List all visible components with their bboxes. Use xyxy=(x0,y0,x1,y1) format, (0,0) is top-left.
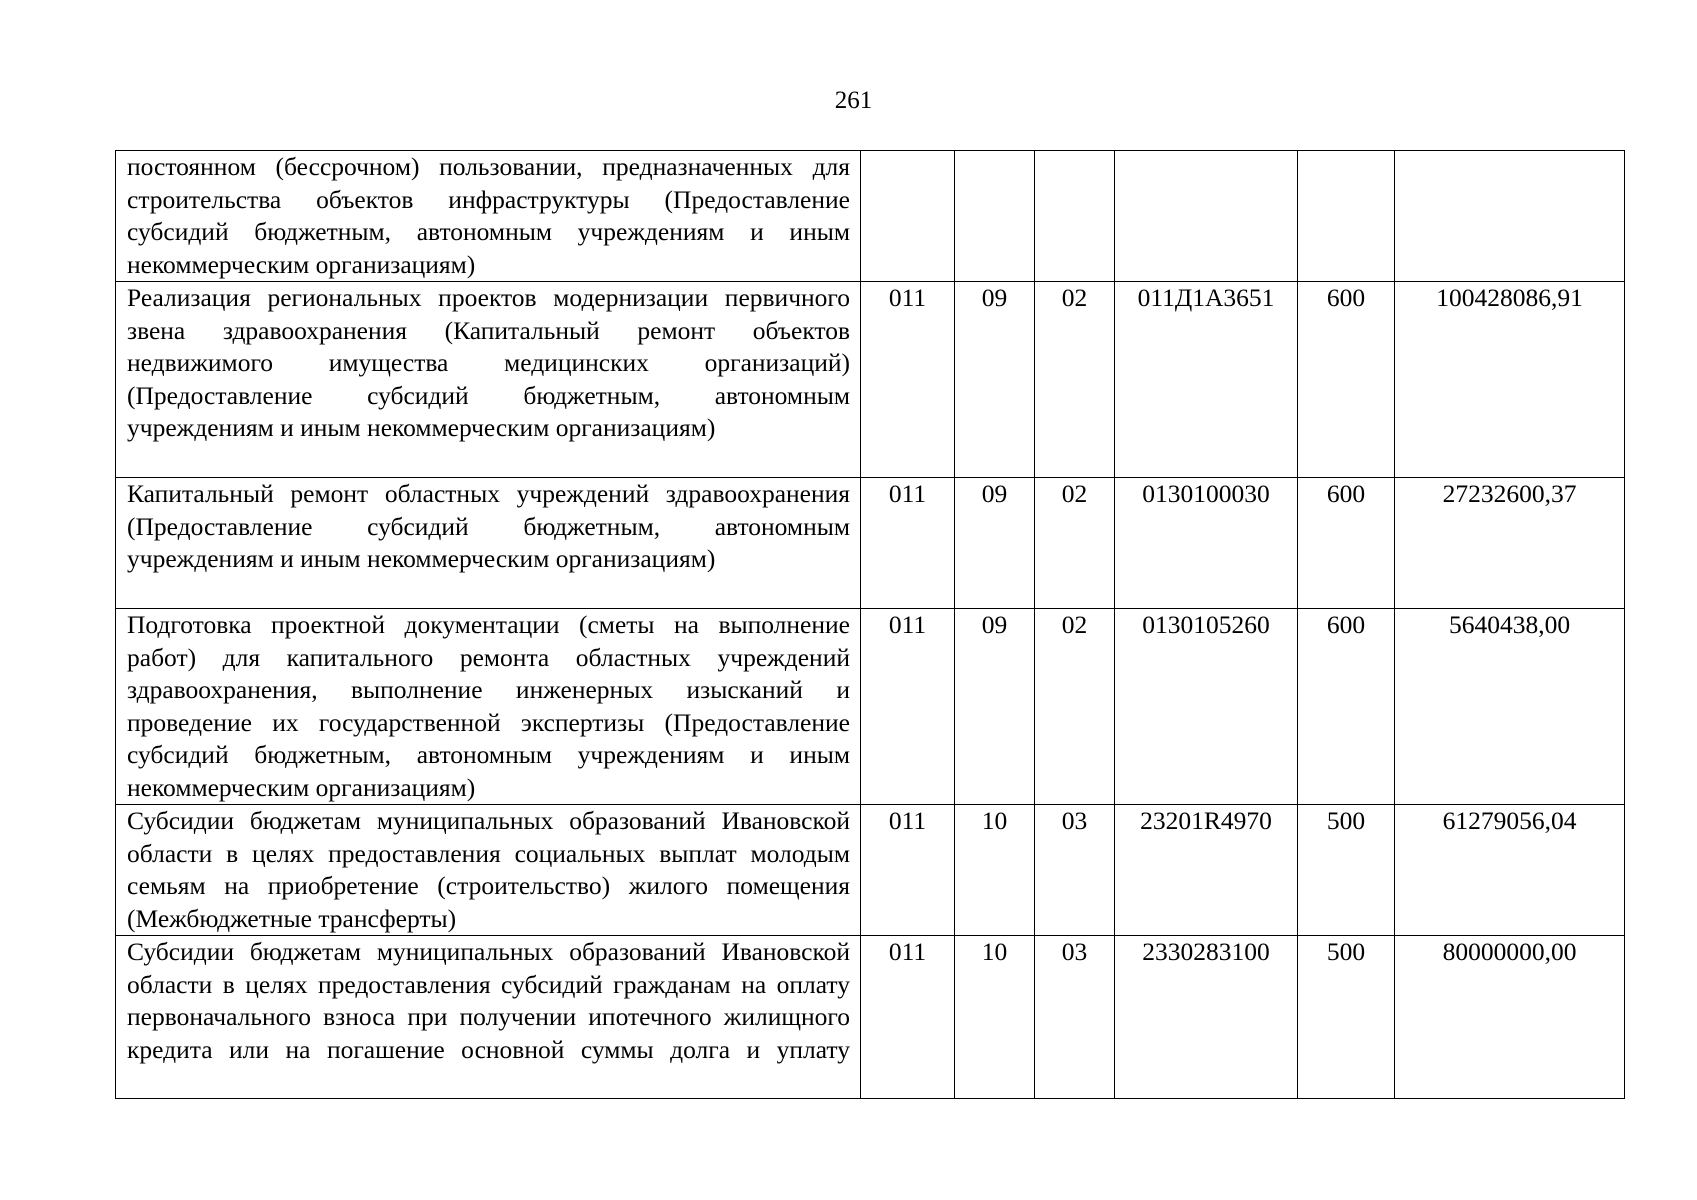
row-expense-type: 500 xyxy=(1298,936,1395,1099)
table-row xyxy=(116,282,1625,478)
table-row xyxy=(116,805,1625,936)
row-amount: 80000000,00 xyxy=(1395,936,1625,1099)
row-amount: 100428086,91 xyxy=(1395,282,1625,478)
row-amount: 27232600,37 xyxy=(1395,478,1625,609)
table-row xyxy=(116,936,1625,1099)
row-target-article: 0130105260 xyxy=(1115,609,1298,805)
row-ministry-code: 011 xyxy=(861,478,955,609)
row-target-article: 011Д1А3651 xyxy=(1115,282,1298,478)
row-expense-type: 600 xyxy=(1298,478,1395,609)
row-description: Капитальный ремонт областных учреждений здравоохранения (Предоставление субсидий бюджетным, автономным учреждениям и иным некоммерческим организациям) xyxy=(116,478,861,609)
row-description: Субсидии бюджетам муниципальных образований Ивановской области в целях предоставления социальных выплат молодым семьям на приобретение (строительство) жилого помещения (Межбюджетные трансферты) xyxy=(116,805,861,936)
row-subsection-code: 03 xyxy=(1035,805,1115,936)
row-section-code: 09 xyxy=(955,282,1035,478)
page-number: 261 xyxy=(834,87,873,114)
row-ministry-code xyxy=(861,151,955,282)
row-section-code: 09 xyxy=(955,478,1035,609)
row-target-article: 23201R4970 xyxy=(1115,805,1298,936)
row-subsection-code: 02 xyxy=(1035,478,1115,609)
row-description: Реализация региональных проектов модернизации первичного звена здравоохранения (Капитальный ремонт объектов недвижимого имущества медицинских организаций) (Предоставление субсидий бюджетным, автономным учреждениям и иным некоммерческим организациям) xyxy=(116,282,861,478)
row-subsection-code xyxy=(1035,151,1115,282)
row-expense-type xyxy=(1298,151,1395,282)
row-amount: 5640438,00 xyxy=(1395,609,1625,805)
row-target-article: 2330283100 xyxy=(1115,936,1298,1099)
row-section-code: 10 xyxy=(955,936,1035,1099)
table-row xyxy=(116,151,1625,282)
row-ministry-code: 011 xyxy=(861,282,955,478)
table-row xyxy=(116,609,1625,805)
row-ministry-code: 011 xyxy=(861,805,955,936)
row-ministry-code: 011 xyxy=(861,609,955,805)
row-subsection-code: 02 xyxy=(1035,609,1115,805)
row-target-article: 0130100030 xyxy=(1115,478,1298,609)
row-amount xyxy=(1395,151,1625,282)
row-description: постоянном (бессрочном) пользовании, предназначенных для строительства объектов инфраструктуры (Предоставление субсидий бюджетным, автономным учреждениям и иным некоммерческим организациям) xyxy=(116,151,861,282)
row-ministry-code: 011 xyxy=(861,936,955,1099)
row-subsection-code: 03 xyxy=(1035,936,1115,1099)
row-expense-type: 500 xyxy=(1298,805,1395,936)
row-expense-type: 600 xyxy=(1298,609,1395,805)
row-description: Субсидии бюджетам муниципальных образований Ивановской области в целях предоставления субсидий гражданам на оплату первоначального взноса при получении ипотечного жилищного кредита или на погашение основной суммы долга и уплату xyxy=(116,936,861,1099)
row-subsection-code: 02 xyxy=(1035,282,1115,478)
row-description: Подготовка проектной документации (сметы на выполнение работ) для капитального ремонта областных учреждений здравоохранения, выполнение инженерных изысканий и проведение их государственной экспертизы (Предоставление субсидий бюджетным, автономным учреждениям и иным некоммерческим организациям) xyxy=(116,609,861,805)
row-expense-type: 600 xyxy=(1298,282,1395,478)
table-row xyxy=(116,478,1625,609)
row-section-code xyxy=(955,151,1035,282)
budget-table xyxy=(115,150,1625,1099)
row-target-article xyxy=(1115,151,1298,282)
row-section-code: 10 xyxy=(955,805,1035,936)
row-section-code: 09 xyxy=(955,609,1035,805)
row-amount: 61279056,04 xyxy=(1395,805,1625,936)
